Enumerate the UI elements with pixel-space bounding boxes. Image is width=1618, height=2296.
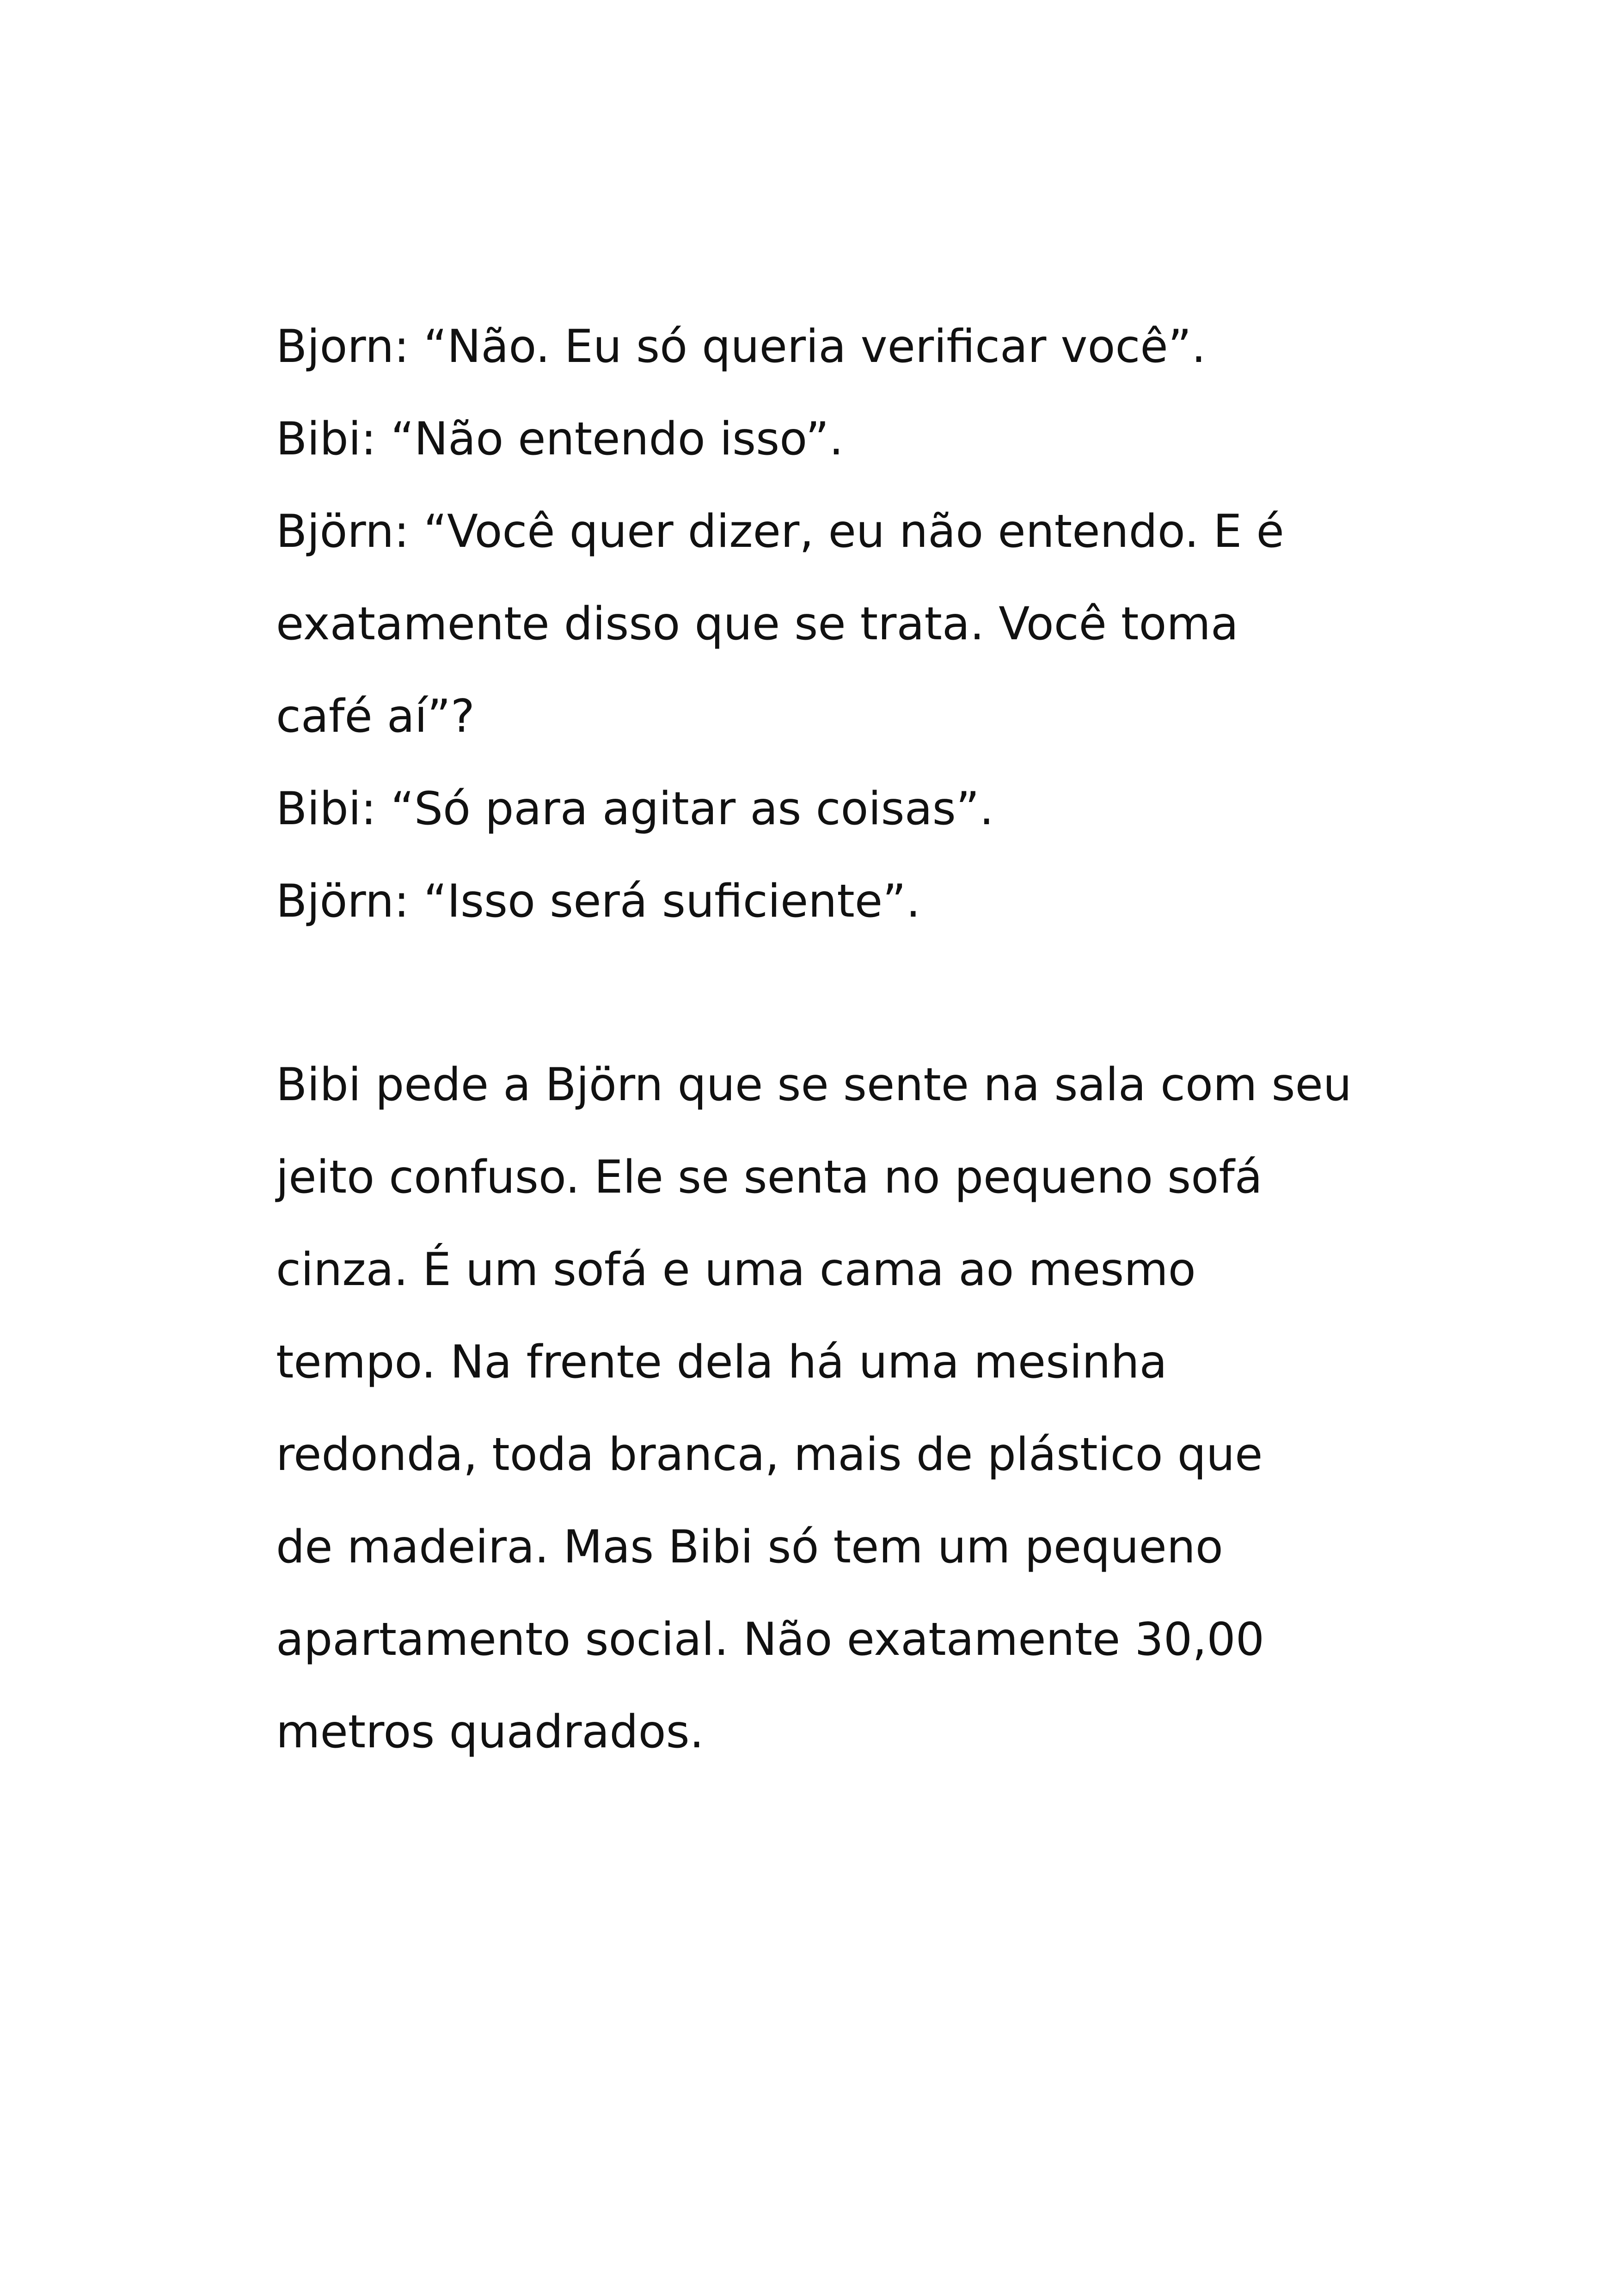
paragraph-line: redonda, toda branca, mais de plástico que (276, 1428, 1263, 1481)
paragraph-line: cinza. É um sofá e uma cama ao mesmo (276, 1243, 1196, 1296)
paragraph-line: metros quadrados. (276, 1706, 704, 1758)
dialogue-line: Bibi: “Não entendo isso”. (276, 413, 844, 465)
paragraph-line: de madeira. Mas Bibi só tem um pequeno (276, 1521, 1223, 1574)
paragraph-line: apartamento social. Não exatamente 30,00 (276, 1613, 1265, 1666)
paragraph-line: tempo. Na frente dela há uma mesinha (276, 1336, 1167, 1389)
dialogue-block (276, 317, 1432, 964)
dialogue-line: Björn: “Isso será suficiente”. (276, 875, 921, 928)
paragraph-line: jeito confuso. Ele se senta no pequeno sofá (276, 1151, 1263, 1204)
dialogue-line: Bjorn: “Não. Eu só queria verificar você”. (276, 320, 1206, 373)
dialogue-line: exatamente disso que se trata. Você toma (276, 598, 1238, 650)
dialogue-line: Bibi: “Só para agitar as coisas”. (276, 783, 994, 835)
paragraph-line: Bibi pede a Björn que se sente na sala com seu (276, 1059, 1352, 1111)
dialogue-line: café aí”? (276, 690, 475, 743)
dialogue-line: Björn: “Você quer dizer, eu não entendo. E é (276, 505, 1284, 558)
narrative-paragraph (276, 1055, 1432, 1794)
